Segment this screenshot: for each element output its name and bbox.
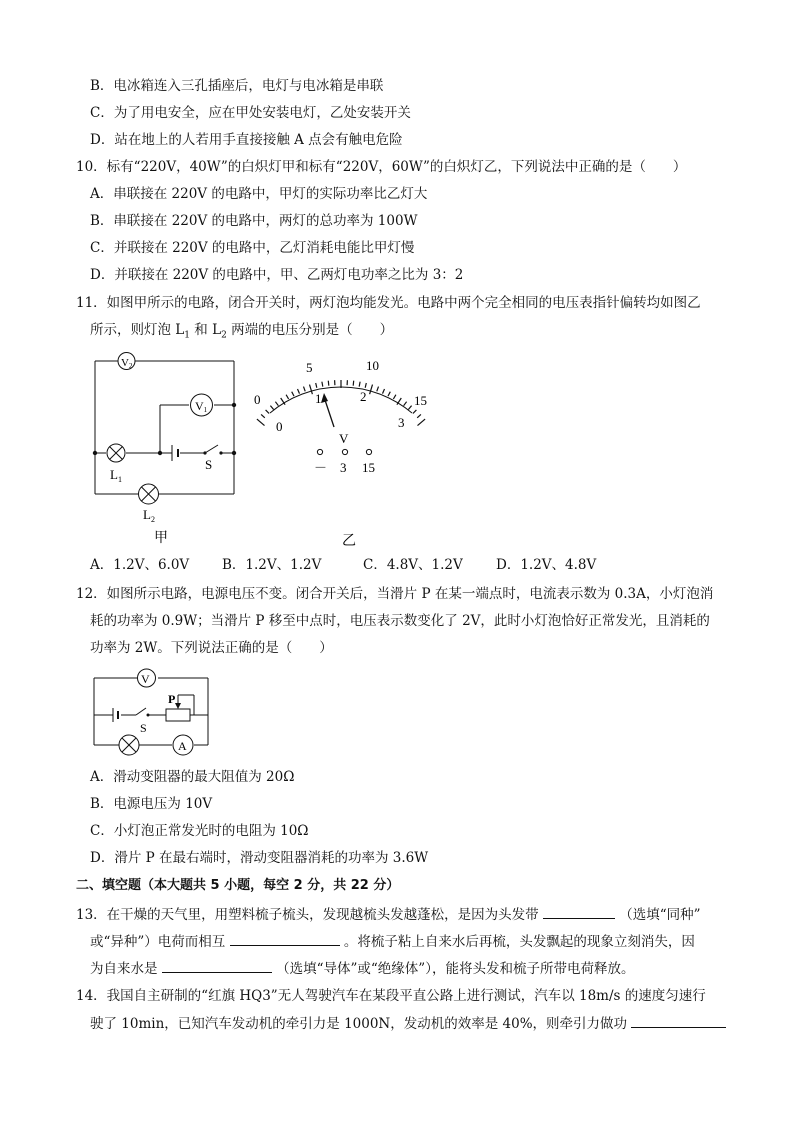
- dial-tick: [413, 410, 417, 414]
- slider-arrow-icon: [175, 703, 181, 709]
- q10-option-b: B．串联接在 220V 的电路中，两灯的总功率为 100W: [90, 213, 418, 229]
- q12-voltmeter-label: V: [141, 672, 150, 686]
- q13-blank-1[interactable]: [543, 904, 615, 919]
- q12-option-b: B．电源电压为 10V: [90, 796, 213, 812]
- outer-tick-0: 0: [254, 392, 261, 407]
- q13-line2: 或“异种”）电荷而相互 。将梳子粘上自来水后再梳，头发飘起的现象立刻消失，因: [90, 931, 695, 952]
- dial-tick: [328, 381, 329, 386]
- dial-arc: [270, 387, 412, 413]
- v1-meter-label: V1: [195, 399, 208, 414]
- q11-option-b: B．1.2V、1.2V: [222, 557, 322, 573]
- circuit-diagram-q12: [88, 666, 218, 758]
- figure-yi-caption: 乙: [342, 534, 356, 549]
- q12-option-d: D．滑片 P 在最右端时，滑动变阻器消耗的功率为 3.6W: [90, 850, 429, 866]
- q11-option-d: D．1.2V、4.8V: [496, 557, 597, 573]
- terminal-3-label: 3: [340, 460, 347, 475]
- voltmeter-diagram-yi: [248, 355, 438, 550]
- q11-stem-line1: 11．如图甲所示的电路，闭合开关时，两灯泡均能发光。电路中两个完全相同的电压表指针偏转均如图乙: [76, 295, 701, 311]
- q9-option-c: C．为了用电安全，应在甲处安装电灯，乙处安装开关: [90, 105, 411, 121]
- q11-stem-line2: 所示，则灯泡 $L_1$ 和 $L_2$ 两端的电压分别是（ ）: [90, 322, 394, 341]
- terminal-15-label: 15: [362, 460, 375, 475]
- q12-option-c: C．小灯泡正常发光时的电阻为 10Ω: [90, 823, 309, 839]
- outer-tick-15: 15: [414, 393, 427, 408]
- outer-tick-5: 5: [306, 360, 313, 375]
- q13-blank-3[interactable]: [162, 958, 272, 973]
- figure-jia-caption: 甲: [154, 531, 168, 546]
- dial-tick: [359, 382, 360, 387]
- q11-option-c: C．4.8V、1.2V: [363, 557, 463, 573]
- dial-tick: [257, 419, 265, 426]
- dial-tick: [270, 406, 273, 410]
- dial-tick: [370, 385, 373, 395]
- inner-tick-0: 0: [276, 419, 283, 434]
- slider-p-label: P: [168, 692, 176, 706]
- terminal-15: [366, 449, 371, 454]
- inner-tick-1: 1: [315, 391, 322, 406]
- dial-tick: [393, 395, 396, 399]
- dial-tick: [310, 385, 313, 395]
- dial-tick: [322, 382, 323, 387]
- dial-tick: [383, 389, 385, 394]
- q13-line1: 13．在干燥的天气里，用塑料梳子梳头，发现越梳头发越蓬松，是因为头发带 （选填“同种”: [76, 904, 701, 925]
- q9-option-b: B．电冰箱连入三孔插座后，电灯与电冰箱是串联: [90, 78, 384, 94]
- dial-tick: [418, 419, 426, 426]
- needle-arrowhead: [321, 393, 328, 403]
- q14-line2: 驶了 10min，已知汽车发动机的牵引力是 1000N，发动机的效率是 40%，则牵引力做功: [90, 1013, 726, 1034]
- q12-ammeter-label: A: [178, 739, 187, 753]
- outer-tick-10: 10: [366, 358, 379, 373]
- l1-label: $L_1$: [110, 467, 122, 484]
- inner-tick-2: 2: [360, 389, 367, 404]
- dial-tick: [377, 387, 379, 392]
- dial-tick: [417, 414, 421, 417]
- dial-tick: [404, 402, 407, 406]
- dial-tick: [298, 389, 300, 394]
- dial-tick: [292, 392, 294, 396]
- q12-stem-line3: 功率为 2W。下列说法正确的是（ ）: [90, 640, 333, 656]
- section-fill-in-heading: 二、填空题（本大题共 5 小题，每空 2 分，共 22 分）: [76, 878, 400, 893]
- dial-tick: [316, 383, 317, 388]
- dial-tick: [353, 381, 354, 386]
- circuit-diagram-jia: [88, 348, 248, 548]
- q14-line1: 14．我国自主研制的“红旗 HQ3”无人驾驶汽车在某段平直公路上进行测试，汽车以 18m/s 的速度匀速行: [76, 988, 706, 1004]
- q14-blank-1[interactable]: [631, 1013, 726, 1028]
- terminal-3: [342, 449, 347, 454]
- dial-tick: [286, 395, 289, 399]
- dial-unit-label: V: [339, 431, 349, 446]
- q13-line3: 为自来水是 （选填“导体”或“绝缘体”），能将头发和梳子所带电荷释放。: [90, 958, 634, 979]
- inner-tick-3: 3: [398, 415, 405, 430]
- dial-tick: [388, 392, 390, 396]
- dial-tick: [304, 387, 306, 392]
- dial-tick: [266, 410, 270, 414]
- dial-tick: [365, 383, 366, 388]
- q9-option-d: D．站在地上的人若用手直接接触 A 点会有触电危险: [90, 132, 403, 148]
- dial-tick: [261, 414, 265, 417]
- q12-switch-label: S: [140, 721, 147, 735]
- l2-label: $L_2$: [143, 507, 155, 524]
- terminal-neg: [317, 449, 322, 454]
- q10-option-a: A．串联接在 220V 的电路中，甲灯的实际功率比乙灯大: [90, 186, 428, 202]
- q11-option-a: A．1.2V、6.0V: [90, 557, 190, 573]
- q12-stem-line2: 耗的功率为 0.9W；当滑片 P 移至中点时，电压表示数变化了 2V，此时小灯泡恰好正常发光，且消耗的: [90, 613, 710, 629]
- q10-option-d: D．并联接在 220V 的电路中，甲、乙两灯电功率之比为 3：2: [90, 267, 464, 283]
- terminal-neg-label: －: [314, 460, 328, 475]
- switch-label: S: [205, 457, 213, 472]
- q13-blank-2[interactable]: [230, 931, 340, 946]
- v2-meter-label: V2: [121, 357, 133, 370]
- q10-option-c: C．并联接在 220V 的电路中，乙灯消耗电能比甲灯慢: [90, 240, 415, 256]
- dial-tick: [275, 402, 278, 406]
- q12-option-a: A．滑动变阻器的最大阻值为 20Ω: [90, 769, 295, 785]
- q10-stem: 10．标有“220V，40W”的白炽灯甲和标有“220V，60W”的白炽灯乙，下列说法中正确的是（ ）: [76, 159, 687, 175]
- dial-tick: [408, 406, 411, 410]
- q12-stem-line1: 12．如图所示电路，电源电压不变。闭合开关后，当滑片 P 在某一端点时，电流表示数为 0.3A，小灯泡消: [76, 586, 714, 602]
